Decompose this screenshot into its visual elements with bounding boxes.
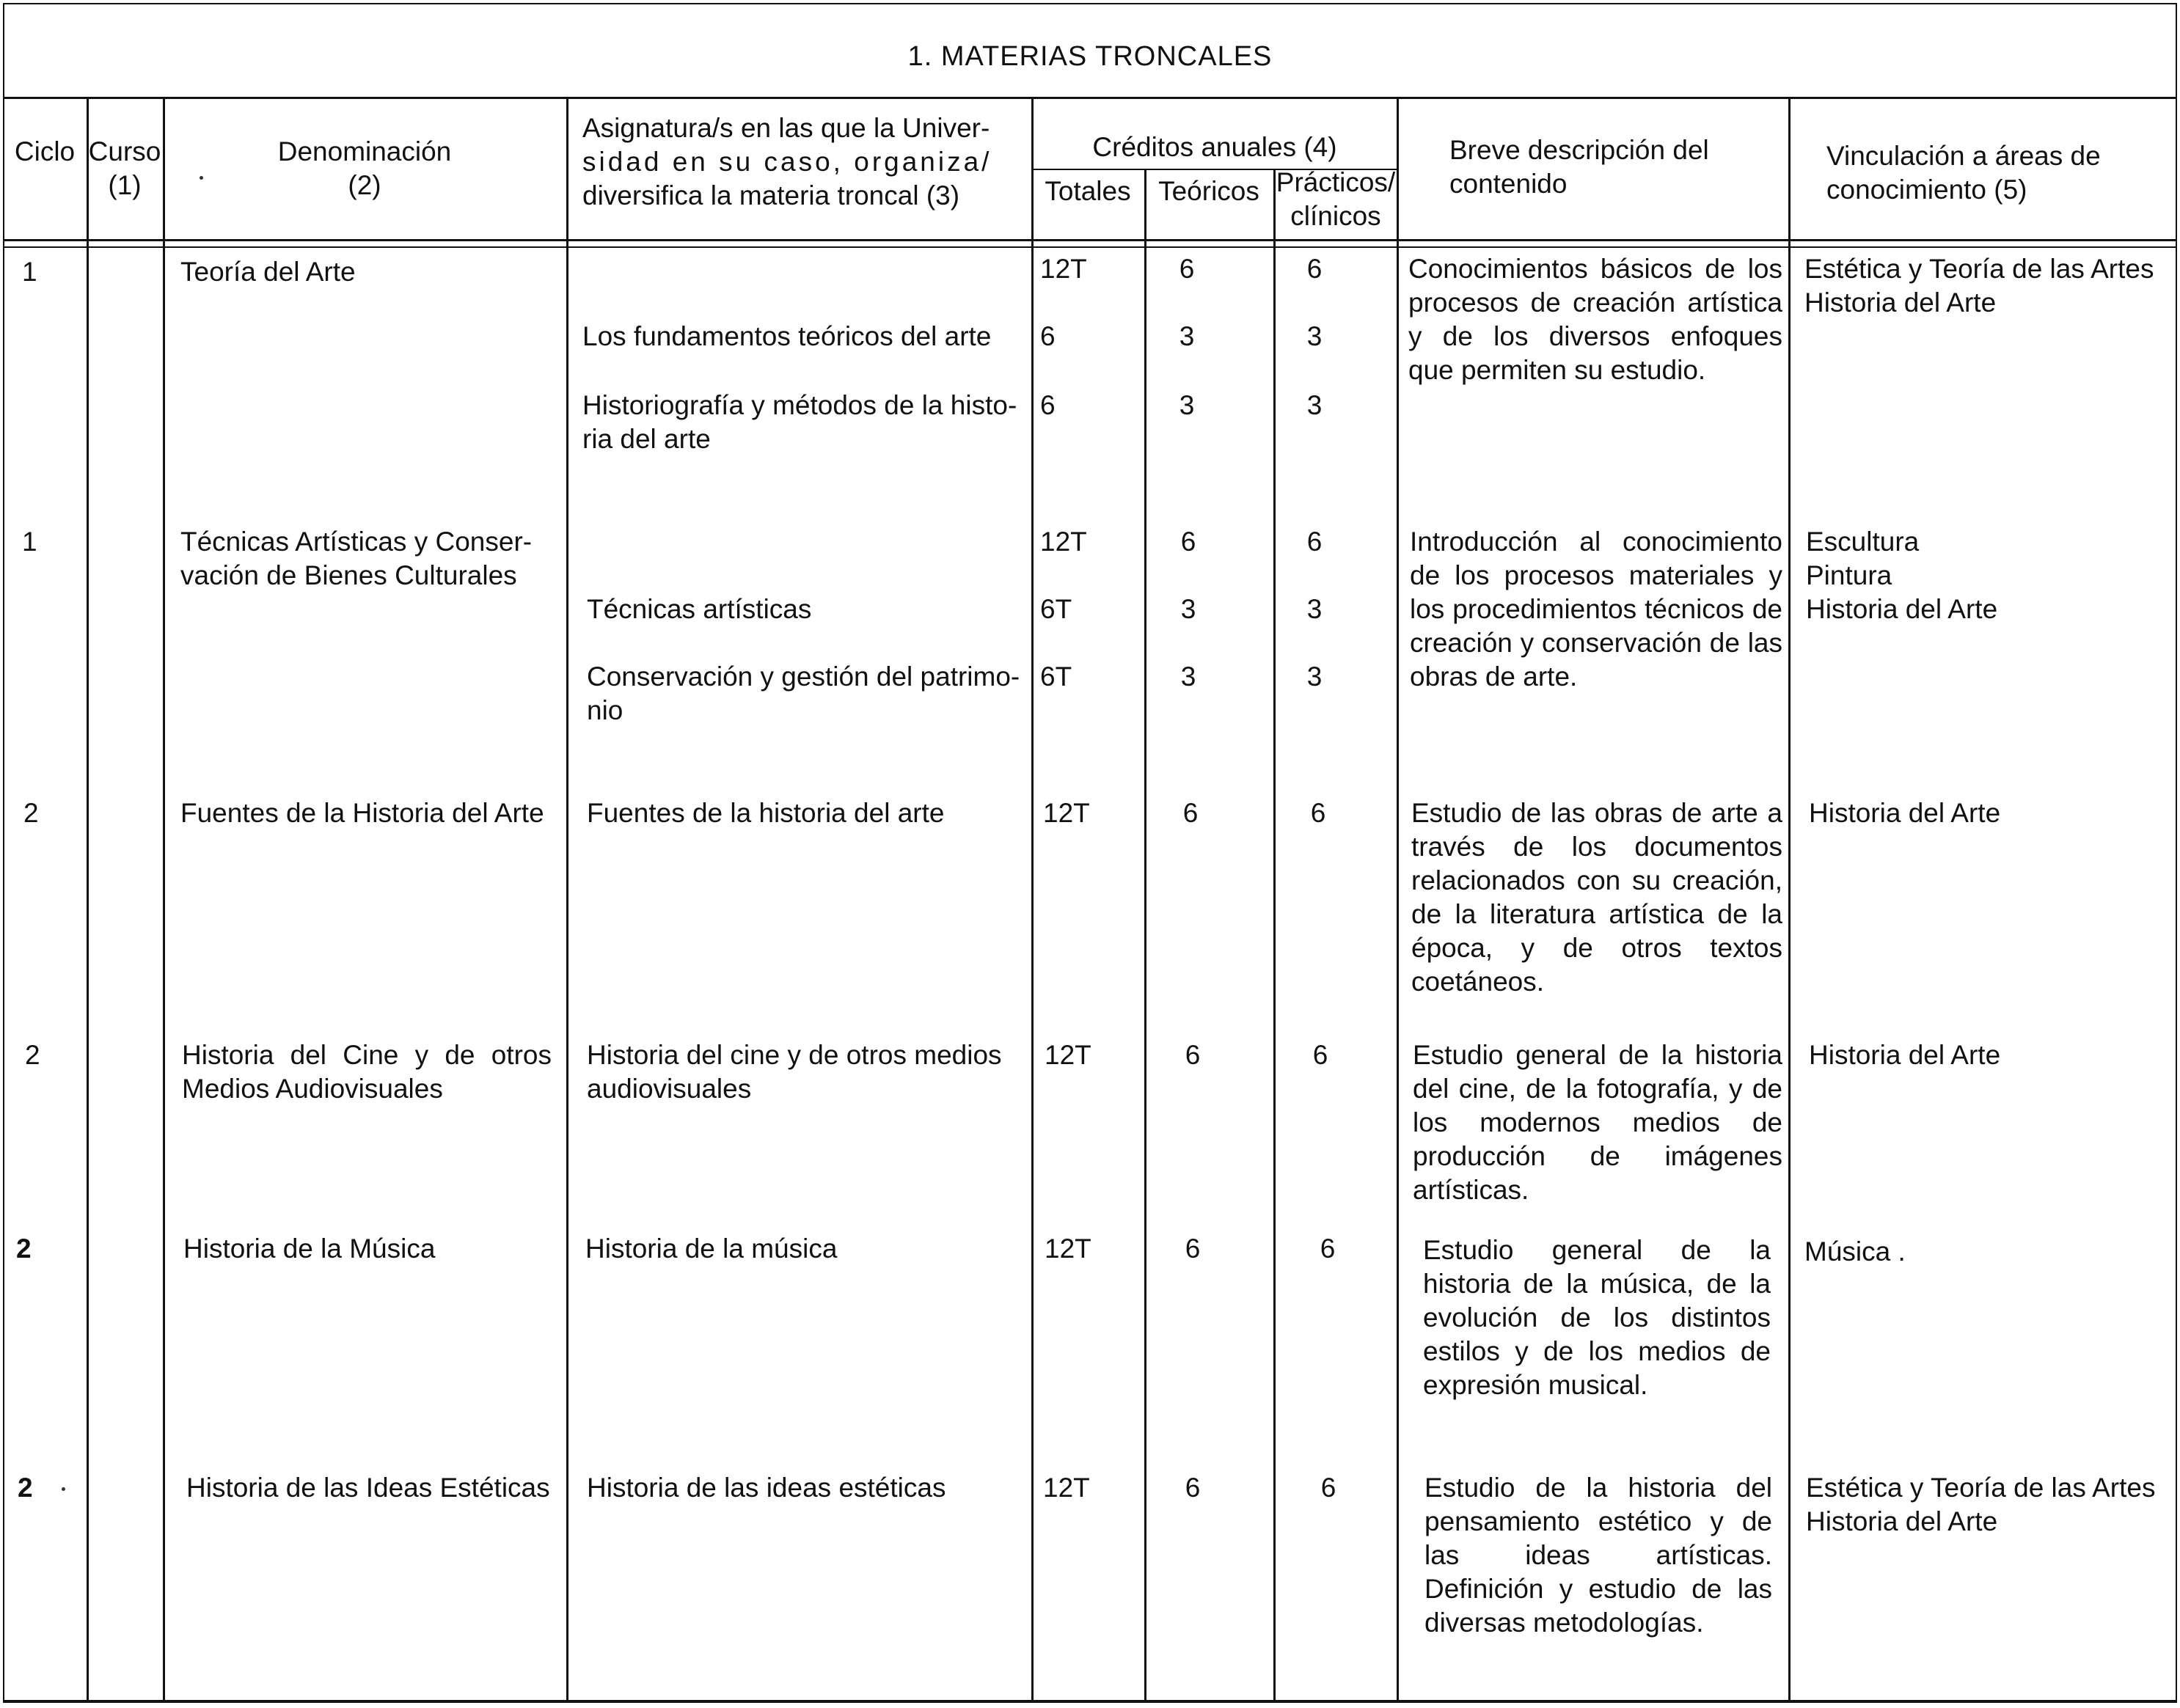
- title-divider: [3, 97, 2177, 99]
- table-title: 1. MATERIAS TRONCALES: [907, 41, 1273, 72]
- practicos-value: 6: [1312, 1040, 1328, 1070]
- teoricos-value: 3: [1179, 390, 1195, 420]
- header-top-rule: [3, 246, 2177, 248]
- header-vinculacion-line1: Vinculación a áreas de: [1826, 141, 2101, 171]
- header-bottom-rule: [3, 239, 2177, 241]
- teoricos-value: 6: [1180, 527, 1196, 557]
- col-divider-descripcion: [1788, 97, 1791, 1703]
- practicos-value: 6: [1320, 1473, 1336, 1503]
- asignatura-line: ria del arte: [582, 424, 711, 454]
- col-divider-practicos: [1397, 97, 1399, 1703]
- denominacion-line: vación de Bienes Culturales: [180, 560, 517, 590]
- teoricos-value: 6: [1185, 1234, 1201, 1264]
- totales-value: 6T: [1040, 594, 1072, 624]
- totales-value: 12T: [1040, 527, 1087, 557]
- col-divider-curso: [163, 97, 165, 1703]
- practicos-value: 6: [1310, 798, 1326, 828]
- teoricos-value: 6: [1179, 254, 1195, 284]
- ciclo-value: 2: [23, 798, 39, 828]
- descripcion-text: Conocimientos básicos de los procesos de creación artística y de los diversos enfoques que permiten su estudio.: [1408, 254, 1782, 385]
- header-clinicos: clínicos: [1290, 201, 1381, 231]
- teoricos-value: 3: [1180, 594, 1196, 624]
- asignatura-line: Historia de la música: [585, 1234, 838, 1264]
- col-divider-ciclo: [87, 97, 89, 1703]
- area-item: Estética y Teoría de las Artes: [1804, 254, 2154, 284]
- header-teoricos: Teóricos: [1158, 176, 1259, 206]
- teoricos-value: 3: [1179, 321, 1195, 351]
- area-item: Historia del Arte: [1804, 287, 1997, 318]
- descripcion-text: Estudio de la historia del pensamiento estético y de las ideas artísticas. Definición y estudio de las diversas metodologías.: [1424, 1473, 1772, 1638]
- totales-value: 12T: [1045, 1040, 1091, 1070]
- ciclo-value: 1: [22, 257, 37, 287]
- denominacion-line: Historia de las Ideas Estéticas: [186, 1473, 550, 1503]
- totales-value: 6: [1040, 321, 1056, 351]
- ciclo-value: 2: [18, 1473, 33, 1503]
- denominacion-line: Historia del Cine y de otros: [182, 1040, 552, 1070]
- asignatura-line: Historia de las ideas estéticas: [587, 1473, 946, 1503]
- header-creditos: Créditos anuales (4): [1092, 132, 1337, 162]
- descripcion-text: Estudio general de la historia del cine, de la fotografía, y de los modernos medios de producción de imágenes artísticas.: [1413, 1040, 1782, 1205]
- practicos-value: 3: [1306, 594, 1323, 624]
- descripcion-text: Introducción al conocimiento de los procesos materiales y los procedimientos técnicos de creación y conservación de las obras de arte.: [1410, 527, 1782, 692]
- col-divider-asignaturas: [1031, 97, 1034, 1703]
- descripcion-text: Estudio general de la historia de la música, de la evolución de los distintos estilos y de los medios de expresión musical.: [1423, 1235, 1771, 1400]
- practicos-value: 6: [1306, 527, 1323, 557]
- header-curso: Curso: [88, 136, 161, 166]
- area-item: Historia del Arte: [1809, 1040, 2001, 1070]
- ciclo-value: 1: [22, 527, 37, 557]
- asignatura-line: Historia del cine y de otros medios: [587, 1040, 1002, 1070]
- totales-value: 12T: [1045, 1234, 1091, 1264]
- stray-mark: [200, 176, 203, 180]
- denominacion-line: Técnicas Artísticas y Conser-: [180, 527, 533, 557]
- practicos-value: 3: [1306, 661, 1323, 692]
- practicos-value: 6: [1306, 254, 1323, 284]
- header-vinculacion-line2: conocimiento (5): [1826, 175, 2027, 205]
- area-item: Estética y Teoría de las Artes: [1806, 1473, 2156, 1503]
- header-asignaturas-line3: diversifica la materia troncal (3): [582, 180, 960, 210]
- asignatura-line: audiovisuales: [587, 1074, 752, 1104]
- header-descripcion-line1: Breve descripción del: [1449, 135, 1709, 165]
- practicos-value: 3: [1306, 390, 1323, 420]
- stray-mark: [62, 1487, 65, 1491]
- denominacion-line: Medios Audiovisuales: [182, 1074, 443, 1104]
- totales-value: 6: [1040, 390, 1056, 420]
- teoricos-value: 6: [1182, 798, 1199, 828]
- totales-value: 12T: [1043, 1473, 1090, 1503]
- header-denominacion: Denominación: [277, 136, 452, 166]
- asignatura-line: Conservación y gestión del patrimo-: [587, 661, 1020, 692]
- area-item: Historia del Arte: [1806, 594, 1998, 624]
- totales-value: 12T: [1040, 254, 1087, 284]
- descripcion-text: Estudio de las obras de arte a través de los documentos relacionados con su creación, de la literatura artística de la época, y de otros textos coetáneos.: [1411, 798, 1782, 997]
- asignatura-line: Fuentes de la historia del arte: [587, 798, 945, 828]
- asignatura-line: Los fundamentos teóricos del arte: [582, 321, 992, 351]
- header-ciclo: Ciclo: [14, 136, 76, 166]
- denominacion-line: Fuentes de la Historia del Arte: [180, 798, 544, 828]
- area-item: Historia del Arte: [1806, 1506, 1998, 1536]
- totales-value: 6T: [1040, 661, 1072, 692]
- teoricos-value: 3: [1180, 661, 1196, 692]
- teoricos-value: 6: [1185, 1040, 1201, 1070]
- header-curso-note: (1): [108, 170, 142, 200]
- practicos-value: 6: [1320, 1234, 1336, 1264]
- practicos-value: 3: [1306, 321, 1323, 351]
- asignatura-line: Historiografía y métodos de la histo-: [582, 390, 1017, 420]
- header-asignaturas-line1: Asignatura/s en las que la Univer-: [582, 113, 990, 143]
- totales-value: 12T: [1043, 798, 1090, 828]
- table-bottom-rule: [3, 1700, 2177, 1702]
- ciclo-value: 2: [16, 1234, 32, 1264]
- header-asignaturas-line2: sidad en su caso, organiza/: [582, 147, 992, 177]
- asignatura-line: nio: [587, 695, 623, 725]
- area-item: Escultura: [1806, 527, 1920, 557]
- teoricos-value: 6: [1185, 1473, 1201, 1503]
- header-practicos: Prácticos/: [1276, 167, 1396, 197]
- header-denominacion-note: (2): [348, 170, 381, 200]
- ciclo-value: 2: [25, 1040, 40, 1070]
- area-item: Pintura: [1806, 560, 1892, 590]
- col-divider-denominacion: [566, 97, 568, 1703]
- denominacion-line: Historia de la Música: [183, 1234, 436, 1264]
- header-descripcion-line2: contenido: [1449, 169, 1568, 199]
- asignatura-line: Técnicas artísticas: [587, 594, 812, 624]
- area-item: Historia del Arte: [1809, 798, 2001, 828]
- header-totales: Totales: [1045, 176, 1131, 206]
- area-item: Música .: [1804, 1236, 1906, 1267]
- denominacion-line: Teoría del Arte: [180, 257, 356, 287]
